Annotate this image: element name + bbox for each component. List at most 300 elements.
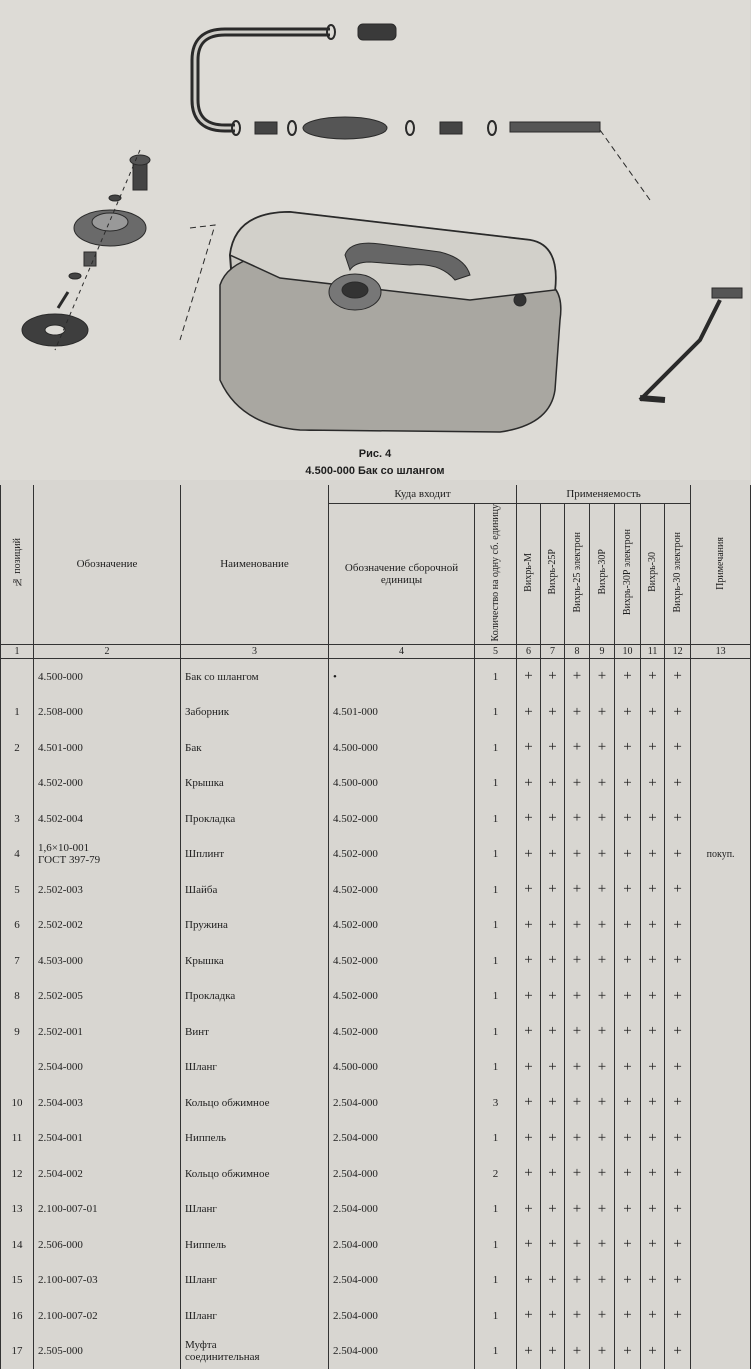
row-assembly: 4.502-000: [329, 978, 475, 1014]
row-designation: 2.504-003: [34, 1085, 181, 1121]
row-note: [691, 765, 751, 801]
row-assembly: 4.502-000: [329, 943, 475, 979]
row-applicability-mark: +: [517, 1227, 541, 1263]
row-applicability-mark: +: [665, 978, 691, 1014]
row-applicability-mark: +: [665, 872, 691, 908]
row-applicability-mark: +: [615, 1333, 641, 1369]
table-row: [1, 1120, 751, 1156]
row-applicability-mark: +: [590, 1120, 615, 1156]
row-position: 4: [1, 836, 34, 872]
row-quantity: 1: [475, 1333, 517, 1369]
row-applicability-mark: +: [541, 801, 565, 837]
row-applicability-mark: +: [590, 1298, 615, 1334]
row-applicability-mark: +: [517, 978, 541, 1014]
row-applicability-mark: +: [590, 1014, 615, 1050]
row-note: [691, 1262, 751, 1298]
row-name: Крышка: [181, 943, 329, 979]
row-applicability-mark: +: [517, 658, 541, 694]
row-applicability-mark: +: [565, 872, 590, 908]
row-applicability-mark: +: [590, 765, 615, 801]
fuel-tank-drawing: [0, 0, 750, 448]
row-name: Шплинт: [181, 836, 329, 872]
row-applicability-mark: +: [565, 943, 590, 979]
row-applicability-mark: +: [590, 658, 615, 694]
table-row: [1, 765, 751, 801]
header-model-6: Вихрь-30 электрон: [665, 503, 691, 644]
row-applicability-mark: +: [665, 907, 691, 943]
row-note: [691, 1049, 751, 1085]
row-applicability-mark: +: [541, 907, 565, 943]
header-model-5: Вихрь-30: [641, 503, 665, 644]
row-name: Муфта соединительная: [181, 1333, 329, 1369]
col-num: 10: [615, 644, 641, 658]
row-quantity: 1: [475, 801, 517, 837]
row-applicability-mark: +: [590, 1191, 615, 1227]
row-assembly: 2.504-000: [329, 1156, 475, 1192]
row-name: Шланг: [181, 1191, 329, 1227]
row-applicability-mark: +: [565, 1014, 590, 1050]
row-note: [691, 978, 751, 1014]
row-name: Бак: [181, 730, 329, 766]
row-applicability-mark: +: [665, 1156, 691, 1192]
row-applicability-mark: +: [615, 694, 641, 730]
row-designation: 2.502-001: [34, 1014, 181, 1050]
row-applicability-mark: +: [565, 1227, 590, 1263]
row-applicability-mark: +: [517, 1298, 541, 1334]
table-row: [1, 694, 751, 730]
row-position: 5: [1, 872, 34, 908]
row-applicability-mark: +: [590, 1049, 615, 1085]
row-position: 17: [1, 1333, 34, 1369]
row-applicability-mark: +: [517, 1262, 541, 1298]
row-designation: 4.502-000: [34, 765, 181, 801]
row-assembly: 4.502-000: [329, 801, 475, 837]
hose-assembly-drawing: [195, 24, 650, 200]
row-note: [691, 1085, 751, 1121]
row-applicability-mark: +: [517, 907, 541, 943]
row-applicability-mark: +: [541, 1049, 565, 1085]
row-applicability-mark: +: [665, 836, 691, 872]
row-quantity: 1: [475, 1049, 517, 1085]
row-assembly: •: [329, 658, 475, 694]
row-assembly: 2.504-000: [329, 1298, 475, 1334]
row-assembly: 4.502-000: [329, 1014, 475, 1050]
header-name: Наименование: [181, 485, 329, 644]
row-note: [691, 872, 751, 908]
row-applicability-mark: +: [565, 1049, 590, 1085]
row-applicability-mark: +: [665, 801, 691, 837]
row-applicability-mark: +: [641, 694, 665, 730]
row-applicability-mark: +: [517, 943, 541, 979]
row-quantity: 1: [475, 1014, 517, 1050]
table-row: [1, 1156, 751, 1192]
row-applicability-mark: +: [565, 1156, 590, 1192]
row-position: [1, 658, 34, 694]
row-applicability-mark: +: [615, 1227, 641, 1263]
col-num: 13: [691, 644, 751, 658]
table-row: [1, 1298, 751, 1334]
row-applicability-mark: +: [590, 1333, 615, 1369]
header-where-group: Куда входит: [329, 485, 517, 503]
exploded-view-figure: [0, 0, 750, 480]
row-applicability-mark: +: [565, 978, 590, 1014]
row-applicability-mark: +: [641, 1049, 665, 1085]
row-applicability-mark: +: [665, 1191, 691, 1227]
figure-title: Рис. 4: [358, 448, 392, 460]
row-applicability-mark: +: [541, 978, 565, 1014]
row-applicability-mark: +: [615, 1156, 641, 1192]
row-applicability-mark: +: [565, 1298, 590, 1334]
row-designation: 2.504-002: [34, 1156, 181, 1192]
row-applicability-mark: +: [615, 1191, 641, 1227]
header-code: Обозначение: [34, 485, 181, 644]
row-quantity: 3: [475, 1085, 517, 1121]
row-applicability-mark: +: [665, 658, 691, 694]
row-assembly: 4.500-000: [329, 1049, 475, 1085]
row-applicability-mark: +: [565, 694, 590, 730]
row-assembly: 4.500-000: [329, 765, 475, 801]
col-num: 12: [665, 644, 691, 658]
row-assembly: 2.504-000: [329, 1262, 475, 1298]
row-applicability-mark: +: [665, 1014, 691, 1050]
header-applicability: Применяемость: [517, 485, 691, 503]
row-applicability-mark: +: [665, 943, 691, 979]
row-applicability-mark: +: [517, 1014, 541, 1050]
col-num: 6: [517, 644, 541, 658]
row-applicability-mark: +: [517, 1049, 541, 1085]
row-note: [691, 1191, 751, 1227]
row-note: [691, 907, 751, 943]
row-position: 2: [1, 730, 34, 766]
row-applicability-mark: +: [615, 1049, 641, 1085]
row-applicability-mark: +: [517, 801, 541, 837]
table-row: [1, 1227, 751, 1263]
row-name: Заборник: [181, 694, 329, 730]
col-num: 5: [475, 644, 517, 658]
row-quantity: 1: [475, 1298, 517, 1334]
row-applicability-mark: +: [641, 1156, 665, 1192]
row-applicability-mark: +: [665, 1049, 691, 1085]
row-applicability-mark: +: [665, 694, 691, 730]
row-note: [691, 694, 751, 730]
row-applicability-mark: +: [517, 730, 541, 766]
row-applicability-mark: +: [641, 1298, 665, 1334]
row-applicability-mark: +: [565, 1191, 590, 1227]
table-row: [1, 1191, 751, 1227]
row-applicability-mark: +: [641, 1262, 665, 1298]
row-applicability-mark: +: [590, 1227, 615, 1263]
parts-table-container: [0, 485, 750, 1364]
row-applicability-mark: +: [665, 1120, 691, 1156]
row-applicability-mark: +: [665, 1298, 691, 1334]
row-applicability-mark: +: [517, 1191, 541, 1227]
row-position: 16: [1, 1298, 34, 1334]
table-header: [1, 485, 751, 658]
row-applicability-mark: +: [541, 943, 565, 979]
row-note: [691, 658, 751, 694]
table-row: [1, 801, 751, 837]
row-position: 13: [1, 1191, 34, 1227]
row-applicability-mark: +: [641, 658, 665, 694]
row-applicability-mark: +: [590, 1085, 615, 1121]
row-applicability-mark: +: [641, 1333, 665, 1369]
row-applicability-mark: +: [641, 801, 665, 837]
table-row: [1, 836, 751, 872]
row-assembly: 2.504-000: [329, 1227, 475, 1263]
row-designation: 2.506-000: [34, 1227, 181, 1263]
row-name: Кольцо обжимное: [181, 1085, 329, 1121]
row-designation: 2.504-000: [34, 1049, 181, 1085]
row-position: 6: [1, 907, 34, 943]
row-applicability-mark: +: [615, 1262, 641, 1298]
table-row: [1, 1333, 751, 1369]
row-applicability-mark: +: [641, 765, 665, 801]
row-designation: 2.502-003: [34, 872, 181, 908]
row-note: [691, 1014, 751, 1050]
table-row: [1, 1049, 751, 1085]
row-quantity: 1: [475, 658, 517, 694]
row-name: Шланг: [181, 1049, 329, 1085]
table-row: [1, 730, 751, 766]
header-model-1: Вихрь-25Р: [541, 503, 565, 644]
header-model-4: Вихрь-30Р электрон: [615, 503, 641, 644]
row-applicability-mark: +: [641, 1227, 665, 1263]
row-designation: 4.502-004: [34, 801, 181, 837]
row-applicability-mark: +: [615, 1085, 641, 1121]
row-applicability-mark: +: [641, 1014, 665, 1050]
table-row: [1, 658, 751, 694]
row-applicability-mark: +: [565, 730, 590, 766]
row-applicability-mark: +: [541, 1227, 565, 1263]
row-quantity: 2: [475, 1156, 517, 1192]
header-model-0: Вихрь-М: [517, 503, 541, 644]
row-applicability-mark: +: [665, 765, 691, 801]
row-applicability-mark: +: [541, 1120, 565, 1156]
row-applicability-mark: +: [641, 1085, 665, 1121]
header-model-2: Вихрь-25 электрон: [565, 503, 590, 644]
row-position: 8: [1, 978, 34, 1014]
row-applicability-mark: +: [590, 872, 615, 908]
row-designation: 2.508-000: [34, 694, 181, 730]
row-assembly: 2.504-000: [329, 1120, 475, 1156]
cap-assembly-drawing: [22, 150, 150, 350]
row-name: Кольцо обжимное: [181, 1156, 329, 1192]
row-applicability-mark: +: [590, 694, 615, 730]
parts-table: [0, 485, 751, 1369]
row-applicability-mark: +: [565, 765, 590, 801]
row-position: 3: [1, 801, 34, 837]
row-applicability-mark: +: [641, 872, 665, 908]
header-qty: Количество на одну сб. единицу: [475, 503, 517, 644]
row-applicability-mark: +: [590, 907, 615, 943]
row-position: 1: [1, 694, 34, 730]
row-applicability-mark: +: [517, 1085, 541, 1121]
row-applicability-mark: +: [565, 1085, 590, 1121]
header-note: Примечания: [691, 485, 751, 644]
row-applicability-mark: +: [615, 1120, 641, 1156]
row-applicability-mark: +: [641, 730, 665, 766]
col-num: 7: [541, 644, 565, 658]
row-applicability-mark: +: [615, 658, 641, 694]
row-applicability-mark: +: [541, 836, 565, 872]
row-designation: 2.504-001: [34, 1120, 181, 1156]
row-assembly: 4.500-000: [329, 730, 475, 766]
row-position: 11: [1, 1120, 34, 1156]
row-assembly: 2.504-000: [329, 1085, 475, 1121]
row-name: Бак со шлангом: [181, 658, 329, 694]
row-applicability-mark: +: [541, 730, 565, 766]
row-applicability-mark: +: [541, 1014, 565, 1050]
row-position: 9: [1, 1014, 34, 1050]
row-applicability-mark: +: [590, 978, 615, 1014]
row-applicability-mark: +: [517, 694, 541, 730]
row-applicability-mark: +: [517, 765, 541, 801]
row-quantity: 1: [475, 1262, 517, 1298]
row-applicability-mark: +: [665, 1227, 691, 1263]
col-num: 2: [34, 644, 181, 658]
row-applicability-mark: +: [541, 1085, 565, 1121]
row-position: 15: [1, 1262, 34, 1298]
table-row: [1, 872, 751, 908]
row-name: Шланг: [181, 1298, 329, 1334]
row-quantity: 1: [475, 907, 517, 943]
row-applicability-mark: +: [565, 836, 590, 872]
row-applicability-mark: +: [641, 1120, 665, 1156]
row-applicability-mark: +: [541, 765, 565, 801]
row-applicability-mark: +: [517, 836, 541, 872]
row-position: [1, 1049, 34, 1085]
row-assembly: 4.502-000: [329, 836, 475, 872]
row-applicability-mark: +: [590, 943, 615, 979]
tank-drawing: [180, 212, 742, 432]
row-name: Шланг: [181, 1262, 329, 1298]
row-applicability-mark: +: [641, 943, 665, 979]
row-quantity: 1: [475, 872, 517, 908]
row-applicability-mark: +: [541, 694, 565, 730]
row-designation: 2.100-007-03: [34, 1262, 181, 1298]
row-note: [691, 1156, 751, 1192]
row-designation: 4.503-000: [34, 943, 181, 979]
table-body: [1, 658, 751, 1369]
row-quantity: 1: [475, 1120, 517, 1156]
header-assembly: Обозначение сборочной единицы: [329, 503, 475, 644]
row-applicability-mark: +: [615, 836, 641, 872]
row-applicability-mark: +: [641, 907, 665, 943]
row-name: Шайба: [181, 872, 329, 908]
row-applicability-mark: +: [615, 801, 641, 837]
table-row: [1, 1014, 751, 1050]
row-assembly: 4.502-000: [329, 907, 475, 943]
row-note: [691, 943, 751, 979]
row-name: Крышка: [181, 765, 329, 801]
table-row: [1, 1085, 751, 1121]
row-name: Ниппель: [181, 1227, 329, 1263]
row-applicability-mark: +: [517, 872, 541, 908]
row-note: [691, 1298, 751, 1334]
row-applicability-mark: +: [565, 1333, 590, 1369]
row-assembly: 2.504-000: [329, 1333, 475, 1369]
table-row: [1, 1262, 751, 1298]
row-applicability-mark: +: [590, 730, 615, 766]
figure-subtitle: 4.500-000 Бак со шлангом: [305, 465, 445, 477]
row-applicability-mark: +: [641, 978, 665, 1014]
row-note: покуп.: [691, 836, 751, 872]
row-quantity: 1: [475, 1191, 517, 1227]
row-assembly: 2.504-000: [329, 1191, 475, 1227]
row-position: [1, 765, 34, 801]
row-applicability-mark: +: [665, 730, 691, 766]
row-quantity: 1: [475, 836, 517, 872]
col-num: 9: [590, 644, 615, 658]
row-name: Ниппель: [181, 1120, 329, 1156]
row-position: 7: [1, 943, 34, 979]
row-applicability-mark: +: [590, 1262, 615, 1298]
row-applicability-mark: +: [541, 1191, 565, 1227]
row-assembly: 4.502-000: [329, 872, 475, 908]
row-applicability-mark: +: [615, 978, 641, 1014]
row-applicability-mark: +: [590, 801, 615, 837]
row-note: [691, 730, 751, 766]
row-applicability-mark: +: [641, 836, 665, 872]
row-name: Прокладка: [181, 978, 329, 1014]
row-quantity: 1: [475, 978, 517, 1014]
row-applicability-mark: +: [615, 765, 641, 801]
row-applicability-mark: +: [541, 1298, 565, 1334]
row-quantity: 1: [475, 730, 517, 766]
row-applicability-mark: +: [565, 658, 590, 694]
row-name: Прокладка: [181, 801, 329, 837]
row-applicability-mark: +: [541, 1333, 565, 1369]
row-applicability-mark: +: [565, 907, 590, 943]
row-applicability-mark: +: [565, 801, 590, 837]
row-applicability-mark: +: [665, 1085, 691, 1121]
row-applicability-mark: +: [665, 1333, 691, 1369]
row-applicability-mark: +: [615, 1014, 641, 1050]
row-note: [691, 801, 751, 837]
row-applicability-mark: +: [615, 872, 641, 908]
col-num: 11: [641, 644, 665, 658]
row-quantity: 1: [475, 694, 517, 730]
row-applicability-mark: +: [615, 730, 641, 766]
row-applicability-mark: +: [517, 1120, 541, 1156]
row-position: 10: [1, 1085, 34, 1121]
row-applicability-mark: +: [565, 1120, 590, 1156]
col-num: 1: [1, 644, 34, 658]
row-applicability-mark: +: [565, 1262, 590, 1298]
row-quantity: 1: [475, 943, 517, 979]
row-applicability-mark: +: [541, 872, 565, 908]
row-applicability-mark: +: [615, 943, 641, 979]
row-designation: 2.502-005: [34, 978, 181, 1014]
row-position: 14: [1, 1227, 34, 1263]
row-position: 12: [1, 1156, 34, 1192]
row-note: [691, 1333, 751, 1369]
row-name: Винт: [181, 1014, 329, 1050]
table-row: [1, 907, 751, 943]
header-pos: № позиций: [1, 485, 34, 644]
row-note: [691, 1227, 751, 1263]
row-name: Пружина: [181, 907, 329, 943]
row-designation: 2.502-002: [34, 907, 181, 943]
col-num: 8: [565, 644, 590, 658]
row-applicability-mark: +: [541, 1262, 565, 1298]
row-designation: 2.505-000: [34, 1333, 181, 1369]
column-number-row: [1, 644, 751, 658]
table-row: [1, 943, 751, 979]
row-applicability-mark: +: [517, 1333, 541, 1369]
row-note: [691, 1120, 751, 1156]
header-model-3: Вихрь-30Р: [590, 503, 615, 644]
